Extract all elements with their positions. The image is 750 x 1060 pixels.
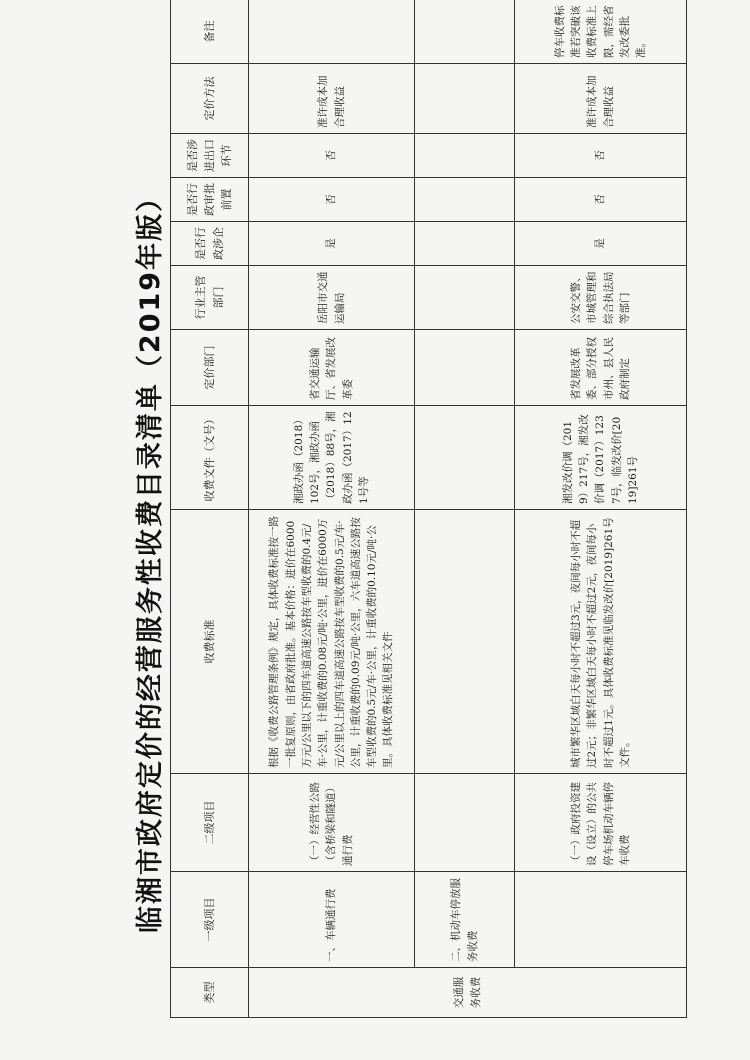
- level1-cell: 一、车辆通行费: [249, 872, 415, 968]
- header-standard: 收费标准: [171, 510, 249, 774]
- level1-cell: [515, 872, 687, 968]
- pricing-dept-cell: 省发展改革委、部分授权市州、县人民政府制定: [515, 330, 687, 406]
- standard-cell: 根据《收费公路管理条例》规定，具体收费标准按一路一批复原则，由省政府批准。基本价格：进价在6000万元/公里以下的四车道高速公路按车型收费的0.4元/车·公里，计重收费的0.08元/吨·公里，进价在6000万元/公里以上的四车道高速公路按车型收费的0.5元/车·公里，计重收费的0.09元/吨·公里，六车道高速公路按车型收费的0.5元/车·公里，计重收费的0.10元/吨·公里。具体收费标准见相关文件: [249, 510, 415, 774]
- header-industry-dept: 行业主管部门: [171, 266, 249, 330]
- enterprise-cell: [415, 222, 515, 266]
- type-cell: 交通服务收费: [249, 968, 687, 1018]
- table-header-row: [171, 0, 249, 1018]
- header-level2: 二级项目: [171, 774, 249, 872]
- pricing-method-cell: 准许成本加合理收益: [249, 64, 415, 134]
- standard-cell: [415, 510, 515, 774]
- header-document: 收费文件（文号）: [171, 406, 249, 510]
- industry-dept-cell: [415, 266, 515, 330]
- enterprise-cell: 是: [515, 222, 687, 266]
- document-cell: 湘政办函（2018）102号，湘政办函（2018）88号，湘政办函（2017）121号等: [249, 406, 415, 510]
- header-admin-approval: 是否行政审批前置: [171, 178, 249, 222]
- document-cell: 湘发改价调（2019）217号，湘发改价调（2017）1237号，临发改价[2019]261号: [515, 406, 687, 510]
- table-row: [249, 0, 415, 1018]
- header-level1: 一级项目: [171, 872, 249, 968]
- level2-cell: （一）经营性公路（含桥梁和隧道）通行费: [249, 774, 415, 872]
- table-row: [515, 0, 687, 1018]
- import-export-cell: 否: [249, 134, 415, 178]
- import-export-cell: 否: [515, 134, 687, 178]
- remark-cell: [415, 0, 515, 64]
- standard-cell: 城市繁华区域白天每小时不超过3元，夜间每小时不超过2元；非繁华区域白天每小时不超过2元，夜间每小时不超过1元。具体收费标准见临发改价[2019]261号文件。: [515, 510, 687, 774]
- pricing-dept-cell: [415, 330, 515, 406]
- remark-cell: [249, 0, 415, 64]
- document-title: 临湘市政府定价的经营服务性收费目录清单（2019年版）: [135, 182, 166, 934]
- level1-cell: 二、机动车停放服务收费: [415, 872, 515, 968]
- level2-cell: （一）政府投资建设（设立）的公共停车场机动车辆停车收费: [515, 774, 687, 872]
- document-cell: [415, 406, 515, 510]
- header-remark: 备注: [171, 0, 249, 64]
- header-pricing-method: 定价方法: [171, 64, 249, 134]
- pricing-dept-cell: 省交通运输厅、省发展改革委: [249, 330, 415, 406]
- enterprise-cell: 是: [249, 222, 415, 266]
- pricing-method-cell: [415, 64, 515, 134]
- import-export-cell: [415, 134, 515, 178]
- fee-table: [170, 0, 687, 1018]
- admin-approval-cell: 否: [249, 178, 415, 222]
- level2-cell: [415, 774, 515, 872]
- industry-dept-cell: 公安交警、市城管理和综合执法局等部门: [515, 266, 687, 330]
- header-type: 类型: [171, 968, 249, 1018]
- admin-approval-cell: 否: [515, 178, 687, 222]
- admin-approval-cell: [415, 178, 515, 222]
- header-import-export: 是否涉进出口环节: [171, 134, 249, 178]
- header-enterprise: 是否行政涉企: [171, 222, 249, 266]
- remark-cell: 停车收费标准若突破该收费标准上限，需经省发改委批准。: [515, 0, 687, 64]
- header-pricing-dept: 定价部门: [171, 330, 249, 406]
- pricing-method-cell: 准许成本加合理收益: [515, 64, 687, 134]
- table-row: [415, 0, 515, 1018]
- industry-dept-cell: 岳阳市交通运输局: [249, 266, 415, 330]
